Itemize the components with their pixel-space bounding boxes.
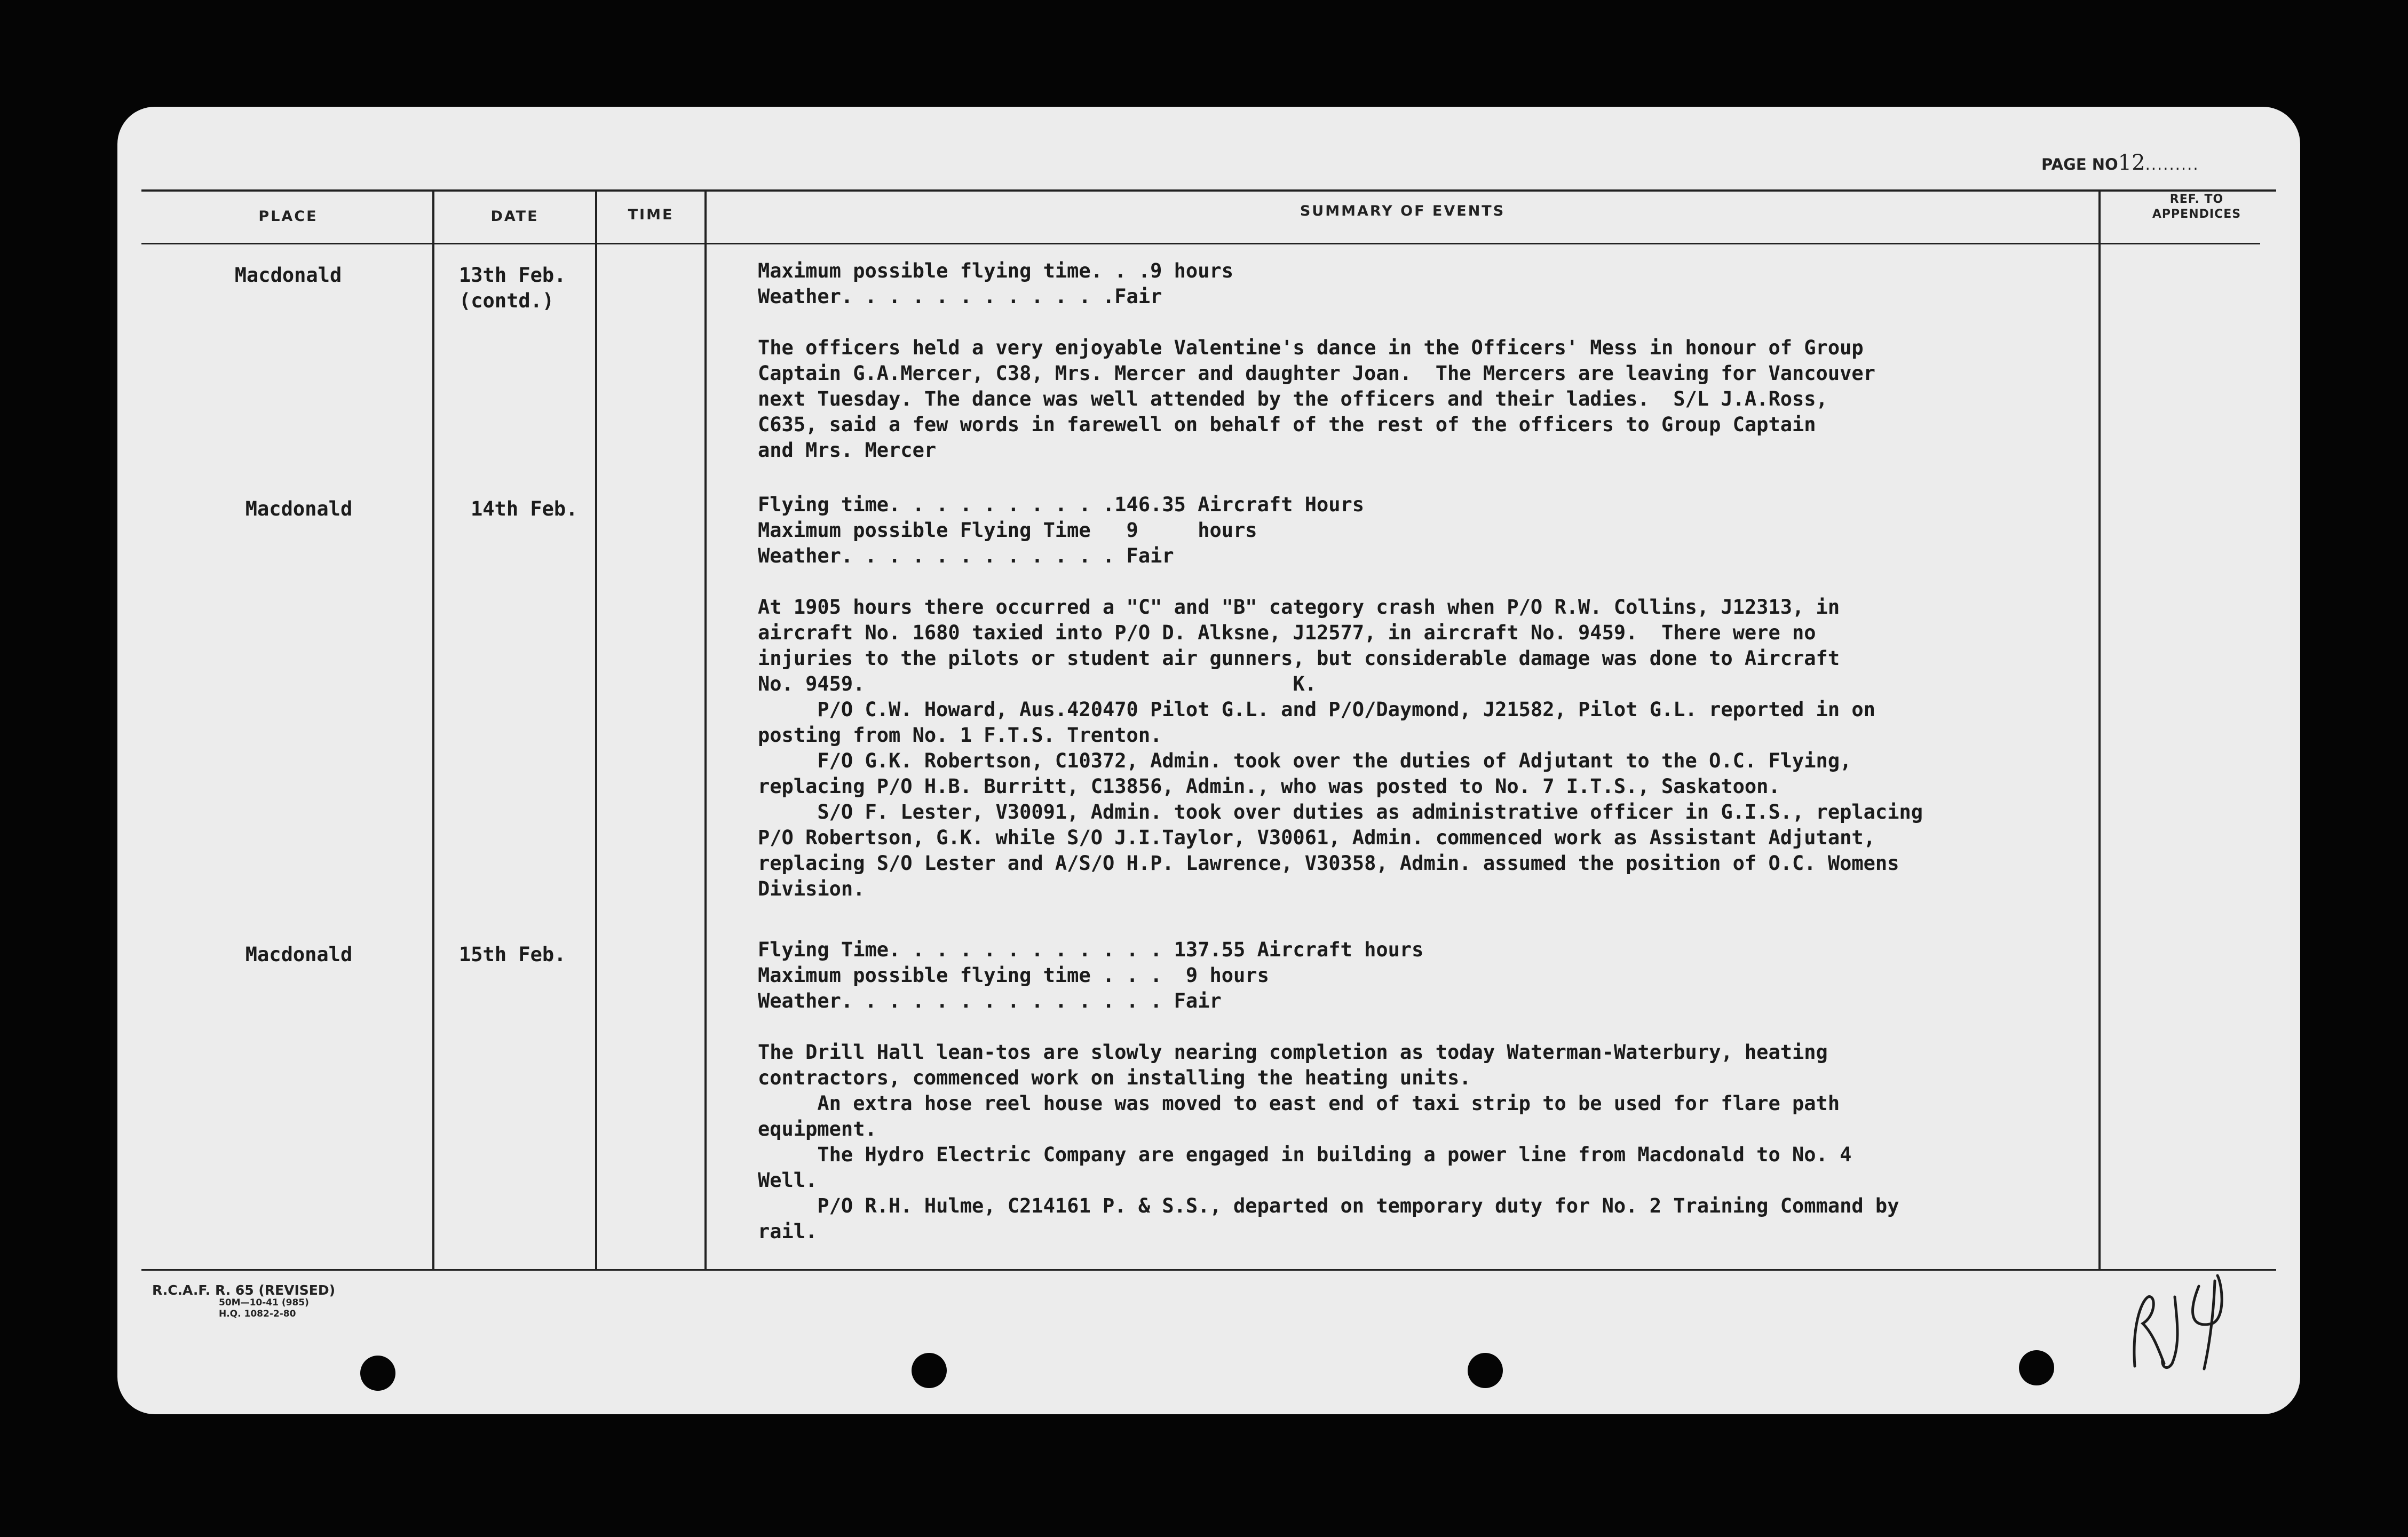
entry-date: 13th Feb. (contd.) bbox=[459, 264, 566, 312]
entry-summary: Maximum possible flying time. . .9 hours Weather. . . . . . . . . . . .Fair The officers held a very enjoyable Valentine's dance in the Officers' Mess in honour of Group Captain G.A.Mercer, C38, Mrs. Mercer and daughter Joan. The Mercers are leaving for Vancouver next Tuesday. The dance was well attended by the officers and their ladies. S/L J.A.Ross, C635, said a few words in farewell on behalf of the rest of the officers to Group Captain and Mrs. Mercer bbox=[758, 259, 1875, 462]
binder-hole bbox=[1468, 1353, 1503, 1388]
binder-hole bbox=[912, 1353, 947, 1388]
entry-summary: Flying Time. . . . . . . . . . . . 137.55 Aircraft hours Maximum possible flying time . . . 9 hours Weather. . . . . . . . . . . . . . Fair The Drill Hall lean-tos are slowly nearing completion as today Waterman-Waterbury, heating contractors, commenced work on installing the heating units. An extra hose reel house was moved to east end of taxi strip to be used for flare path equipment. The Hydro Electric Company are engaged in building a power line from Macdonald to No. 4 Well. P/O R.H. Hulme, C214161 P. & S.S., departed on temporary duty for No. 2 Training Command by rail. bbox=[758, 938, 1899, 1243]
entry-date: 14th Feb. bbox=[471, 497, 578, 520]
header-ref-line1: REF. TO bbox=[2169, 193, 2224, 206]
form-code-line2: 50M—10-41 (985) bbox=[219, 1297, 309, 1308]
header-ref-appendices bbox=[2101, 192, 2293, 222]
entry-place: Macdonald bbox=[245, 497, 353, 520]
header-date: DATE bbox=[490, 208, 539, 225]
place-date-divider bbox=[432, 191, 434, 1269]
form-code bbox=[152, 1284, 335, 1320]
form-code-line3: H.Q. 1082-2-80 bbox=[219, 1309, 296, 1319]
page-number-dots: ......... bbox=[2145, 155, 2199, 173]
binder-hole bbox=[360, 1356, 395, 1391]
summary-ref-divider bbox=[2098, 191, 2101, 1269]
handwritten-initials bbox=[2124, 1265, 2241, 1372]
form-code-line1: R.C.A.F. R. 65 (REVISED) bbox=[152, 1282, 336, 1298]
page-number-value: 12 bbox=[2118, 150, 2145, 175]
page-number-label: PAGE NO bbox=[2041, 155, 2118, 173]
header-place: PLACE bbox=[258, 208, 318, 225]
date-time-divider bbox=[595, 191, 597, 1269]
entry-place: Macdonald bbox=[245, 943, 353, 966]
table-bottom-rule bbox=[141, 1269, 2276, 1271]
header-ref-line2: APPENDICES bbox=[2152, 208, 2241, 221]
page-number bbox=[2041, 150, 2199, 175]
header-bottom-rule bbox=[141, 243, 2260, 244]
entry-date: 15th Feb. bbox=[459, 943, 566, 966]
entry-place: Macdonald bbox=[234, 264, 342, 287]
time-summary-divider bbox=[704, 191, 707, 1269]
header-top-rule bbox=[141, 189, 2276, 192]
binder-hole bbox=[2019, 1350, 2054, 1385]
header-time: TIME bbox=[628, 207, 674, 223]
entry-summary: Flying time. . . . . . . . . .146.35 Aircraft Hours Maximum possible Flying Time 9 hours Weather. . . . . . . . . . . . Fair At 1905 hours there occurred a "C" and "B" category crash when P/O R.W. Collins, J12313, in aircraft No. 1680 taxied into P/O D. Alksne, J12577, in aircraft No. 9459. There were no injuries to the pilots or student air gunners, but considerable damage was done to Aircraft No. 9459. K. P/O C.W. Howard, Aus.420470 Pilot G.L. and P/O/Daymond, J21582, Pilot G.L. reported in on posting from No. 1 F.T.S. Trenton. F/O G.K. Robertson, C10372, Admin. took over the duties of Adjutant to the O.C. Flying, replacing P/O H.B. Burritt, C13856, Admin., who was posted to No. 7 I.T.S., Saskatoon. S/O F. Lester, V30091, Admin. took over duties as administrative officer in G.I.S., replacing P/O Robertson, G.K. while S/O J.I.Taylor, V30061, Admin. commenced work as Assistant Adjutant, replacing S/O Lester and A/S/O H.P. Lawrence, V30358, Admin. assumed the position of O.C. Womens Division. bbox=[758, 493, 1923, 900]
header-summary: SUMMARY OF EVENTS bbox=[1300, 203, 1506, 219]
diary-page bbox=[117, 107, 2300, 1414]
